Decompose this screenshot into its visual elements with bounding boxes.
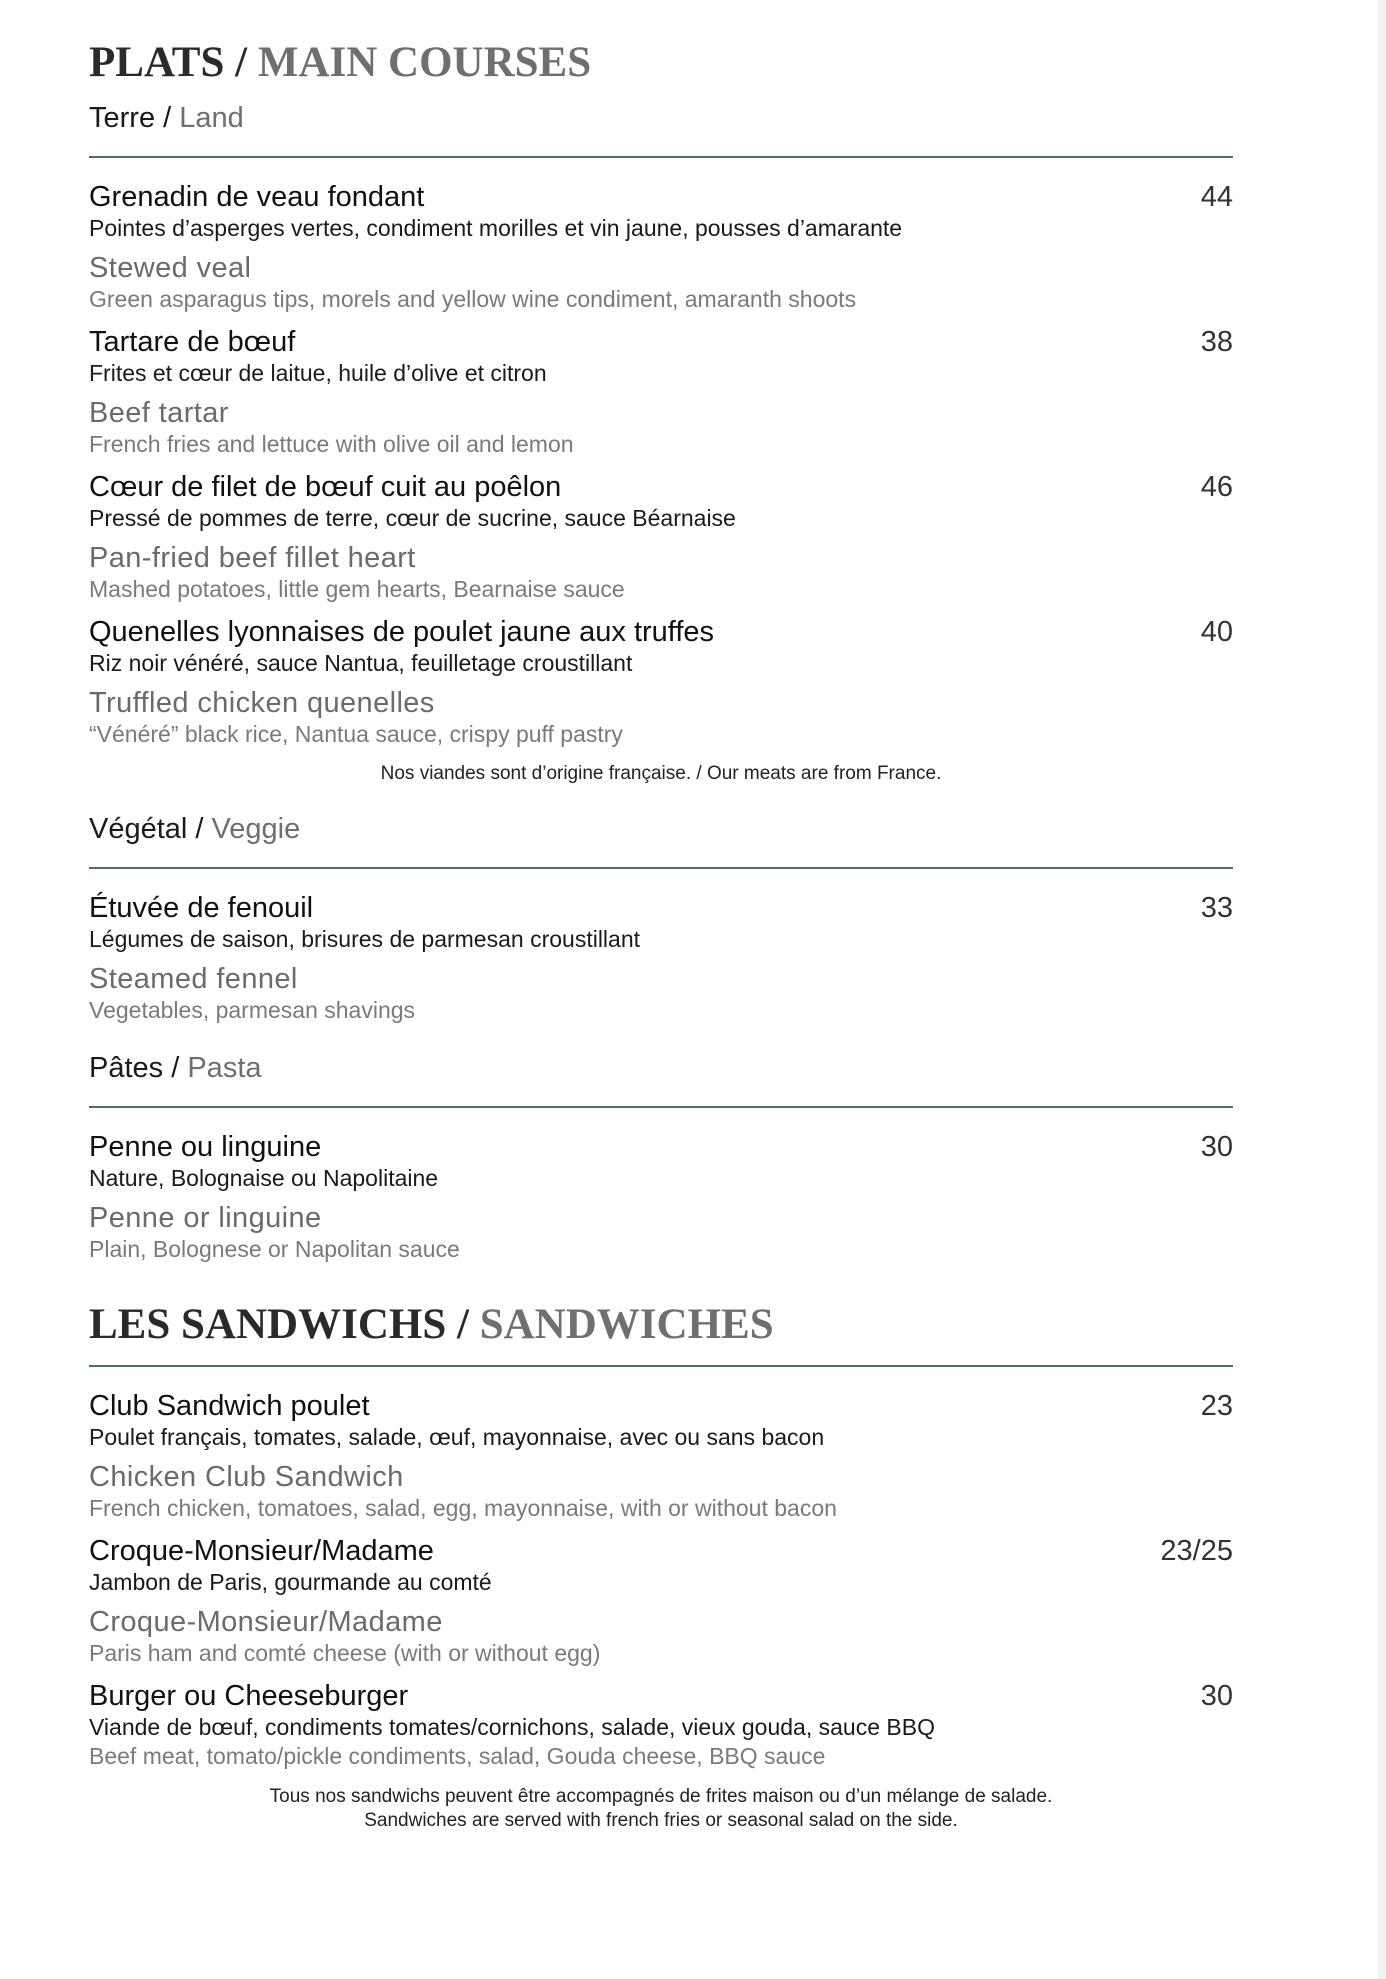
item-name-fr: Quenelles lyonnaises de poulet jaune aux truffes xyxy=(89,616,715,648)
item-name-en: Stewed veal xyxy=(89,252,252,284)
menu-item xyxy=(89,891,1233,1025)
item-name-fr: Penne ou linguine xyxy=(89,1131,322,1163)
item-name-en: Pan-fried beef fillet heart xyxy=(89,542,416,574)
item-description-en: Vegetables, parmesan shavings xyxy=(89,997,416,1023)
item-description-fr: Légumes de saison, brisures de parmesan croustillant xyxy=(89,926,641,952)
item-price: 40 xyxy=(1200,616,1233,648)
section-divider xyxy=(89,1365,1233,1367)
item-description-fr: Viande de bœuf, condiments tomates/cornichons, salade, vieux gouda, sauce BBQ xyxy=(89,1714,935,1740)
item-description-en: Mashed potatoes, little gem hearts, Bearnaise sauce xyxy=(89,576,625,602)
item-name-en: Penne or linguine xyxy=(89,1202,322,1234)
item-description-fr: Jambon de Paris, gourmande au comté xyxy=(89,1569,492,1595)
meat-origin-note: Nos viandes sont d’origine française. / Our meats are from France. xyxy=(380,763,942,784)
item-name-fr: Croque-Monsieur/Madame xyxy=(89,1535,434,1567)
item-description-en: Paris ham and comté cheese (with or without egg) xyxy=(89,1640,601,1666)
land-heading: Terre / Land xyxy=(89,102,244,134)
item-name-en: Truffled chicken quenelles xyxy=(89,687,435,719)
menu-item xyxy=(89,180,1233,314)
item-price: 30 xyxy=(1200,1131,1233,1163)
item-name-fr: Grenadin de veau fondant xyxy=(89,181,425,213)
menu-page xyxy=(89,0,1233,1833)
item-description-fr: Poulet français, tomates, salade, œuf, mayonnaise, avec ou sans bacon xyxy=(89,1424,825,1450)
page-edge xyxy=(1378,0,1386,1979)
item-name-fr: Burger ou Cheeseburger xyxy=(89,1680,409,1712)
item-name-en: Croque-Monsieur/Madame xyxy=(89,1606,443,1638)
item-name-fr: Étuvée de fenouil xyxy=(89,892,314,924)
item-description-fr: Frites et cœur de laitue, huile d’olive et citron xyxy=(89,360,547,386)
item-price: 46 xyxy=(1200,471,1233,503)
item-price: 30 xyxy=(1200,1680,1233,1712)
menu-item xyxy=(89,325,1233,459)
item-description-en: French chicken, tomatoes, salad, egg, mayonnaise, with or without bacon xyxy=(89,1495,837,1521)
menu-item xyxy=(89,1389,1233,1523)
item-name-fr: Cœur de filet de bœuf cuit au poêlon xyxy=(89,471,562,503)
item-description-fr: Pointes d’asperges vertes, condiment morilles et vin jaune, pousses d’amarante xyxy=(89,215,903,241)
item-name-en: Steamed fennel xyxy=(89,963,298,995)
main-courses-title: PLATS / MAIN COURSES xyxy=(89,39,592,86)
item-name-en: Beef tartar xyxy=(89,397,229,429)
item-price: 38 xyxy=(1200,326,1233,358)
item-description-fr: Nature, Bolognaise ou Napolitaine xyxy=(89,1165,439,1191)
menu-item xyxy=(89,1534,1233,1668)
item-name-en: Chicken Club Sandwich xyxy=(89,1461,404,1493)
section-divider xyxy=(89,156,1233,158)
item-price: 23 xyxy=(1200,1390,1233,1422)
item-description-en: Plain, Bolognese or Napolitan sauce xyxy=(89,1236,460,1262)
item-description-fr: Riz noir vénéré, sauce Nantua, feuilletage croustillant xyxy=(89,650,633,676)
item-description-en: “Vénéré” black rice, Nantua sauce, crispy puff pastry xyxy=(89,721,623,747)
veggie-heading: Végétal / Veggie xyxy=(89,813,301,845)
item-price: 44 xyxy=(1200,181,1233,213)
sandwich-side-note-fr: Tous nos sandwichs peuvent être accompagnés de frites maison ou d’un mélange de salade. xyxy=(269,1786,1053,1807)
section-divider xyxy=(89,867,1233,869)
item-description-en: French fries and lettuce with olive oil and lemon xyxy=(89,431,574,457)
menu-item xyxy=(89,470,1233,604)
item-description-en: Green asparagus tips, morels and yellow wine condiment, amaranth shoots xyxy=(89,286,857,312)
item-price: 23/25 xyxy=(1160,1535,1233,1567)
menu-item xyxy=(89,1679,1233,1771)
item-name-fr: Club Sandwich poulet xyxy=(89,1390,370,1422)
item-description-fr: Pressé de pommes de terre, cœur de sucrine, sauce Béarnaise xyxy=(89,505,736,531)
sandwich-side-note-en: Sandwiches are served with french fries or seasonal salad on the side. xyxy=(364,1810,958,1831)
item-name-fr: Tartare de bœuf xyxy=(89,326,296,358)
menu-item xyxy=(89,615,1233,749)
item-price: 33 xyxy=(1200,892,1233,924)
sandwiches-title: LES SANDWICHS / SANDWICHES xyxy=(89,1301,774,1348)
item-description-en: Beef meat, tomato/pickle condiments, salad, Gouda cheese, BBQ sauce xyxy=(89,1743,826,1769)
menu-item xyxy=(89,1130,1233,1264)
pasta-heading: Pâtes / Pasta xyxy=(89,1052,262,1084)
section-divider xyxy=(89,1106,1233,1108)
